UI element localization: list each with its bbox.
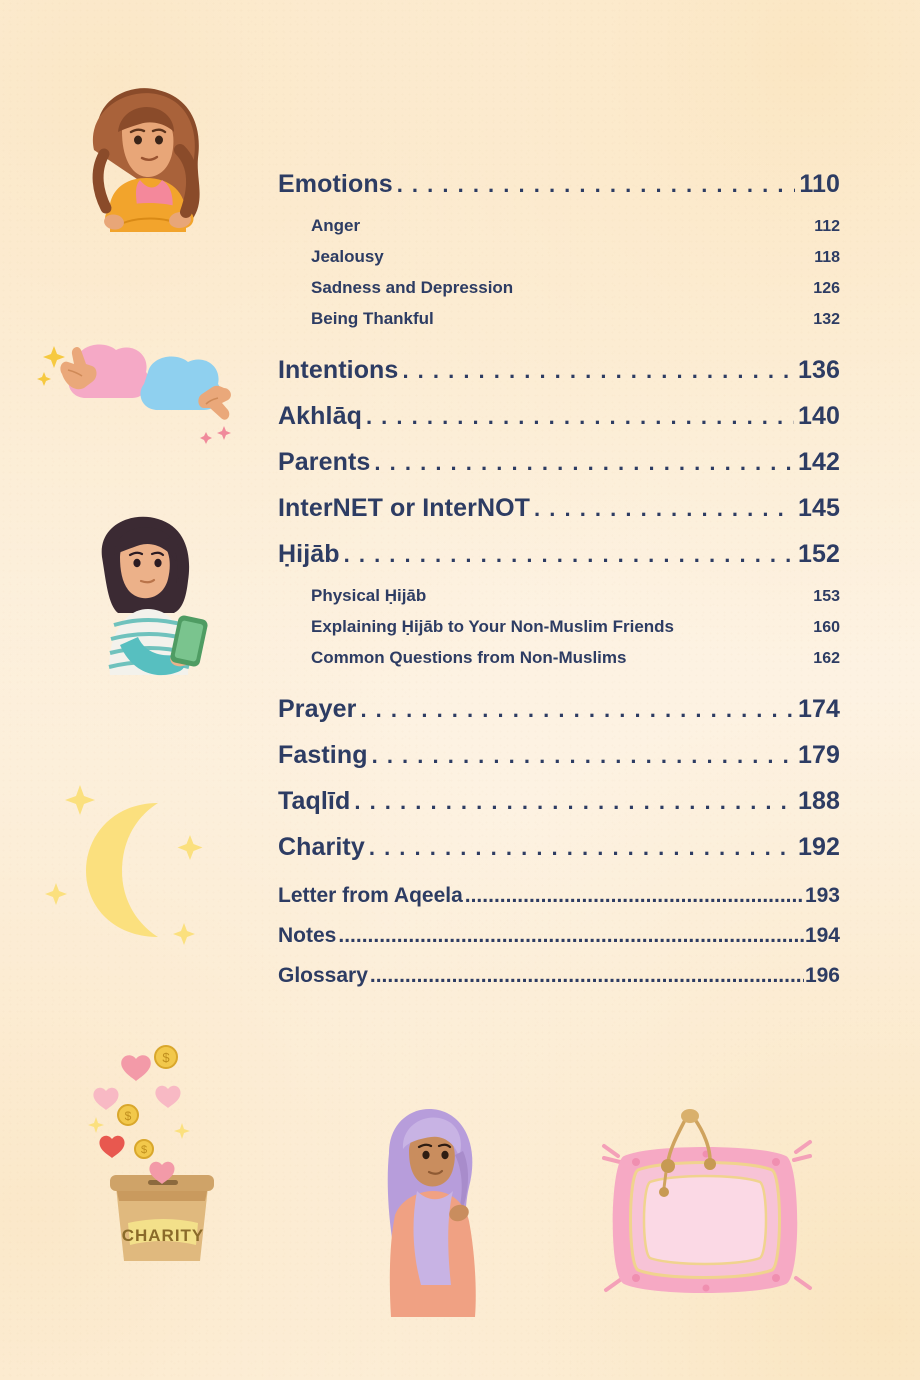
toc-subentry-page: 132: [813, 311, 840, 328]
toc-entry-glossary[interactable]: [278, 964, 840, 988]
toc-entry-label: Ḥijāb: [278, 540, 340, 568]
toc-entry-page: 145: [797, 494, 840, 522]
toc-subentry-sadness-and-depression[interactable]: [311, 278, 840, 298]
toc-entry-page: 140: [797, 402, 840, 430]
girl-with-phone-illustration: [62, 505, 237, 695]
toc-leader: [465, 884, 804, 908]
table-of-contents: [278, 170, 840, 1004]
toc-entry-page: 193: [804, 884, 840, 907]
toc-entry-label: Notes: [278, 924, 337, 947]
toc-entry-page: 196: [804, 964, 840, 987]
toc-subentry-page: 160: [813, 619, 840, 636]
toc-subentry-page: 153: [813, 588, 840, 605]
toc-entry-page: 194: [804, 924, 840, 947]
charity-jar-illustration: [80, 1035, 265, 1265]
girl-in-hijab-illustration: [355, 1095, 510, 1325]
toc-entry-fasting[interactable]: [278, 741, 840, 770]
toc-entry-letter-from-aqeela[interactable]: [278, 884, 840, 908]
toc-leader: [402, 356, 794, 385]
toc-group-hijab: [278, 540, 840, 695]
prayer-mat-illustration: [590, 1100, 820, 1315]
toc-entry-internet-or-internot[interactable]: [278, 494, 840, 523]
toc-entry-label: Prayer: [278, 695, 357, 723]
toc-leader: [534, 494, 794, 523]
toc-subentry-being-thankful[interactable]: [311, 309, 840, 329]
toc-entry-page: 192: [797, 833, 840, 861]
svg-text:$: $: [124, 1109, 132, 1123]
toc-entry-hijab[interactable]: [278, 540, 840, 569]
toc-leader: [370, 964, 804, 988]
toc-subentry-page: 118: [814, 249, 840, 266]
girl-crossed-arms-illustration: [60, 80, 225, 245]
toc-entry-label: Taqlīd: [278, 787, 351, 815]
toc-entry-label: Letter from Aqeela: [278, 884, 463, 907]
toc-entry-label: Charity: [278, 833, 365, 861]
toc-subentry-label: Physical Ḥijāb: [311, 586, 427, 605]
toc-subentry-page: 162: [813, 650, 840, 667]
toc-entry-label: Glossary: [278, 964, 368, 987]
toc-entry-akhlaq[interactable]: [278, 402, 840, 431]
toc-subentry-physical-hijab[interactable]: [311, 586, 840, 606]
toc-subentry-anger[interactable]: [311, 216, 840, 236]
toc-back-matter: [278, 884, 840, 988]
toc-entry-label: Akhlāq: [278, 402, 362, 430]
toc-entry-page: 174: [797, 695, 840, 723]
toc-entry-label: InterNET or InterNOT: [278, 494, 531, 522]
spacer: [278, 679, 840, 695]
toc-subentry-page: 126: [813, 280, 840, 297]
crescent-moon-stars-illustration: [40, 775, 225, 960]
toc-entry-parents[interactable]: [278, 448, 840, 477]
toc-subentry-label: Sadness and Depression: [311, 278, 514, 297]
toc-entry-label: Intentions: [278, 356, 399, 384]
toc-subentry-page: 112: [814, 218, 840, 235]
toc-group-emotions: [278, 170, 840, 356]
toc-entry-taqlid[interactable]: [278, 787, 840, 816]
toc-leader: [366, 402, 794, 431]
toc-entry-label: Emotions: [278, 170, 393, 198]
toc-entry-label: Parents: [278, 448, 371, 476]
toc-subentry-label: Explaining Ḥijāb to Your Non-Muslim Friends: [311, 617, 675, 636]
toc-entry-emotions[interactable]: [278, 170, 840, 199]
toc-leader: [374, 448, 794, 477]
toc-entry-page: 136: [797, 356, 840, 384]
toc-entry-notes[interactable]: [278, 924, 840, 948]
toc-subentry-common-questions[interactable]: [311, 648, 840, 668]
svg-text:CHARITY: CHARITY: [121, 1226, 205, 1245]
thumbs-up-thumbs-down-illustration: [28, 330, 243, 440]
toc-subentry-label: Being Thankful: [311, 309, 434, 328]
spacer: [278, 340, 840, 356]
toc-leader: [360, 695, 794, 724]
toc-subentry-label: Anger: [311, 216, 361, 235]
toc-subentry-jealousy[interactable]: [311, 247, 840, 267]
svg-text:$: $: [140, 1144, 148, 1156]
toc-leader: [397, 170, 796, 199]
svg-text:$: $: [162, 1050, 170, 1065]
toc-entry-prayer[interactable]: [278, 695, 840, 724]
toc-subentry-label: Jealousy: [311, 247, 384, 266]
toc-entry-page: 142: [797, 448, 840, 476]
toc-entry-label: Fasting: [278, 741, 368, 769]
toc-entry-intentions[interactable]: [278, 356, 840, 385]
toc-leader: [354, 787, 794, 816]
toc-entry-page: 152: [797, 540, 840, 568]
toc-entry-page: 179: [797, 741, 840, 769]
toc-subentry-label: Common Questions from Non-Muslims: [311, 648, 627, 667]
toc-leader: [372, 741, 794, 770]
toc-entry-page: 110: [799, 170, 840, 198]
toc-leader: [338, 924, 804, 948]
toc-leader: [369, 833, 794, 862]
toc-subentry-explaining-hijab[interactable]: [311, 617, 840, 637]
toc-entry-page: 188: [797, 787, 840, 815]
toc-entry-charity[interactable]: [278, 833, 840, 862]
toc-leader: [344, 540, 794, 569]
